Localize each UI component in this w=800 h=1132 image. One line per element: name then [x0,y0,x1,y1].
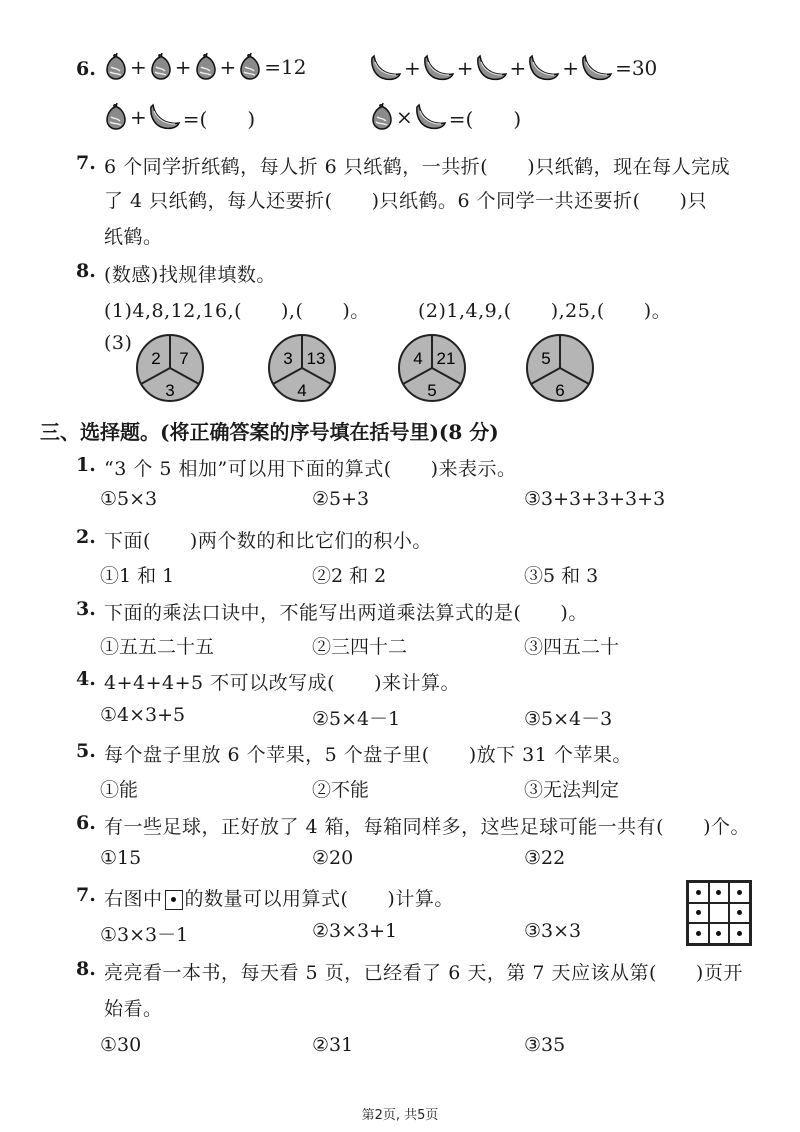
question-number: 4. [76,668,96,690]
circle-number-c: 4 [297,381,307,400]
dot-icon [737,931,742,936]
number-circle [134,332,206,404]
circle-number-b: 7 [179,349,189,368]
dot-icon [696,890,701,895]
banana-icon [423,54,455,82]
pear-icon [238,52,262,82]
question-number: 8. [76,958,96,980]
pear-icon [104,102,128,132]
circle-number-a: 3 [283,349,293,368]
question-text: 每个盘子里放 6 个苹果，5 个盘子里( )放下 31 个苹果。 [104,744,632,766]
dot-icon [716,931,721,936]
dot-grid-figure [686,880,752,946]
question-text: 下面( )两个数的和比它们的积小。 [104,530,432,552]
question-number: 2. [76,526,96,548]
question-text: 下面的乘法口诀中，不能写出两道乘法算式的是( )。 [104,602,588,624]
question-text: 4+4+4+5 不可以改写成( )来计算。 [104,672,460,694]
option-3[interactable]: ③3+3+3+3+3 [524,488,666,510]
question-number: 8. [76,260,96,282]
option-1[interactable]: ①1 和 1 [100,565,175,587]
option-1[interactable]: ①4×3+5 [100,704,186,726]
dot-icon [737,910,742,915]
dot-icon [696,910,701,915]
question-text: 6 个同学折纸鹤，每人折 6 只纸鹤，一共折( )只纸鹤，现在每人完成 [104,156,731,178]
question-text: “3 个 5 相加”可以用下面的算式( )来表示。 [104,458,517,480]
page-footer: 第2页, 共5页 [361,1108,439,1123]
circle-number-a: 5 [541,349,551,368]
dot-icon [716,890,721,895]
circle-number-b: 21 [436,349,456,368]
number-circle [524,332,596,404]
option-2[interactable]: ②2 和 2 [312,565,387,587]
pear-times-banana-equation: × =( ) [370,102,523,132]
circle-number-c: 6 [555,381,565,400]
option-2[interactable]: ②5×4－1 [312,708,401,730]
circle-number-a: 4 [413,349,423,368]
option-2[interactable]: ②20 [312,847,354,869]
pear-icon [149,52,173,82]
option-2[interactable]: ②3×3+1 [312,920,398,942]
question-number: 6. [76,58,96,80]
dot-icon [696,931,701,936]
circle-number-b: 13 [306,349,326,368]
question-text: 始看。 [104,998,163,1020]
circle-number-a: 2 [151,349,161,368]
question-number: 1. [76,454,96,476]
question-text [104,884,454,911]
pear-icon [370,102,394,132]
option-1[interactable]: ①30 [100,1034,142,1056]
pattern-sequence-3-label: (3) [104,332,133,354]
banana-icon [476,54,508,82]
option-1[interactable]: ①能 [100,779,139,801]
option-1[interactable]: ①15 [100,847,142,869]
option-2[interactable]: ②三四十二 [312,636,408,658]
option-3[interactable]: ③35 [524,1034,566,1056]
option-3[interactable]: ③3×3 [524,920,582,942]
pear-icon [194,52,218,82]
question-number: 5. [76,740,96,762]
option-2[interactable]: ②31 [312,1034,354,1056]
banana-icon [370,54,402,82]
pear-icon [104,52,128,82]
question-text: 纸鹤。 [104,226,163,248]
option-3[interactable]: ③无法判定 [524,779,620,801]
question-number: 7. [76,884,96,906]
section-title: 三、选择题。(将正确答案的序号填在括号里)(8 分) [40,420,499,444]
option-1[interactable]: ①五五二十五 [100,636,215,658]
question-text-part: 的数量可以用算式( )计算。 [184,888,454,910]
option-3[interactable]: ③四五二十 [524,636,620,658]
banana-icon [581,54,613,82]
pattern-sequence-2: (2)1,4,9,( ),25,( )。 [418,300,672,322]
pear-plus-banana-equation: + =( ) [104,102,257,132]
number-circle [266,332,338,404]
circle-number-c: 5 [427,381,437,400]
banana-sum-result: =30 [615,56,658,80]
question-text: 有一些足球，正好放了 4 箱，每箱同样多，这些足球可能一共有( )个。 [104,816,750,838]
option-3[interactable]: ③5 和 3 [524,565,599,587]
circle-number-c: 3 [165,381,175,400]
pear-sum-result: =12 [264,55,307,79]
banana-sum-equation: + + + + =30 [370,54,659,82]
pear-sum-equation: + + + =12 [104,52,309,82]
pattern-sequence-1: (1)4,8,12,16,( ),( )。 [104,300,370,322]
question-title: (数感)找规律填数。 [104,264,276,286]
dot-box-icon [165,890,183,910]
question-number: 3. [76,598,96,620]
banana-icon [149,103,181,131]
question-text-part: 右图中 [104,888,163,910]
option-3[interactable]: ③5×4－3 [524,708,613,730]
dot-icon [737,890,742,895]
question-text: 亮亮看一本书，每天看 5 页，已经看了 6 天，第 7 天应该从第( )页开 [104,962,743,984]
banana-icon [415,103,447,131]
answer-blank[interactable]: =( ) [448,106,522,131]
option-1[interactable]: ①3×3－1 [100,924,189,946]
option-1[interactable]: ①5×3 [100,488,158,510]
number-circle [396,332,468,404]
question-text: 了 4 只纸鹤，每人还要折( )只纸鹤。6 个同学一共还要折( )只 [104,190,707,212]
answer-blank[interactable]: =( ) [182,106,256,131]
option-2[interactable]: ②不能 [312,779,370,801]
banana-icon [528,54,560,82]
option-2[interactable]: ②5+3 [312,488,370,510]
question-number: 7. [76,152,96,174]
option-3[interactable]: ③22 [524,847,566,869]
question-number: 6. [76,812,96,834]
